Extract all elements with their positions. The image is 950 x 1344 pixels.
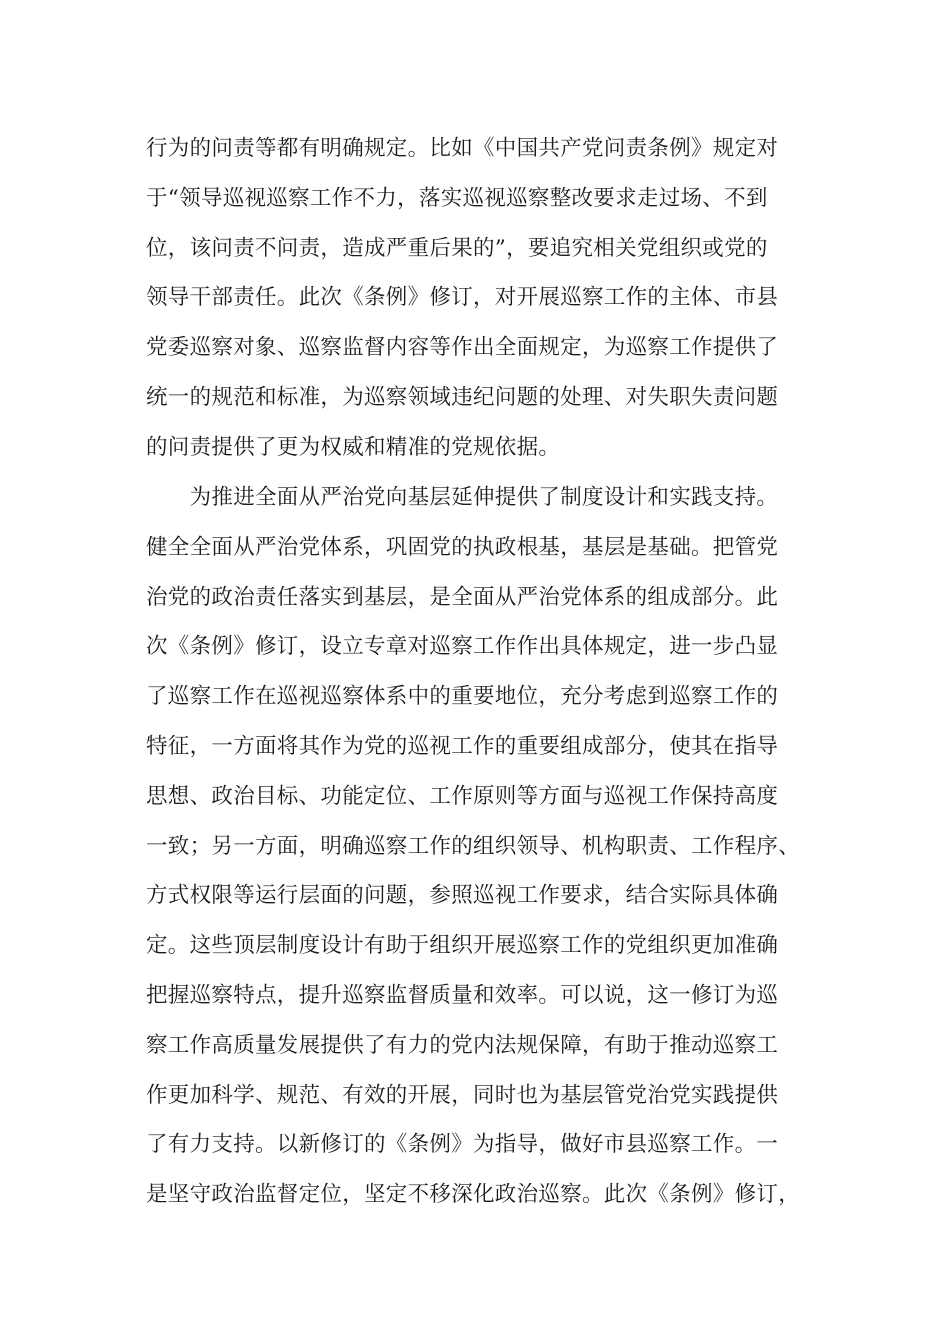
text-line: 思想、政治目标、功能定位、工作原则等方面与巡视工作保持高度 — [146, 783, 779, 809]
text-line: 是坚守政治监督定位，坚定不移深化政治巡察。此次《条例》修订， — [146, 1182, 801, 1208]
text-line: 统一的规范和标准，为巡察领域违纪问题的处理、对失职失责问题 — [146, 384, 779, 410]
paragraph-grassroots-extension — [146, 473, 816, 1220]
text-line: 作更加科学、规范、有效的开展，同时也为基层管党治党实践提供 — [146, 1082, 779, 1108]
text-line: 的问责提供了更为权威和精准的党规依据。 — [146, 434, 561, 460]
text-line: 把握巡察特点，提升巡察监督质量和效率。可以说，这一修订为巡 — [146, 982, 779, 1008]
paragraph-accountability-regulations — [146, 124, 816, 473]
text-line: 领导干部责任。此次《条例》修订，对开展巡察工作的主体、市县 — [146, 285, 779, 311]
text-line: 行为的问责等都有明确规定。比如《中国共产党问责条例》规定对 — [146, 136, 779, 161]
text-line: 定。这些顶层制度设计有助于组织开展巡察工作的党组织更加准确 — [146, 933, 779, 959]
text-line: 次《条例》修订，设立专章对巡察工作作出具体规定，进一步凸显 — [146, 634, 779, 660]
text-line: 特征，一方面将其作为党的巡视工作的重要组成部分，使其在指导 — [146, 733, 779, 759]
text-line: 健全全面从严治党体系，巩固党的执政根基，基层是基础。把管党 — [146, 534, 779, 560]
text-line: 党委巡察对象、巡察监督内容等作出全面规定，为巡察工作提供了 — [146, 335, 779, 361]
text-line: 为推进全面从严治党向基层延伸提供了制度设计和实践支持。 — [146, 485, 779, 510]
text-line: 察工作高质量发展提供了有力的党内法规保障，有助于推动巡察工 — [146, 1032, 779, 1058]
text-line: 位，该问责不问责，造成严重后果的”，要追究相关党组织或党的 — [146, 235, 768, 261]
text-line: 治党的政治责任落实到基层，是全面从严治党体系的组成部分。此 — [146, 584, 779, 610]
text-line: 了有力支持。以新修订的《条例》为指导，做好市县巡察工作。一 — [146, 1132, 779, 1158]
text-line: 方式权限等运行层面的问题，参照巡视工作要求，结合实际具体确 — [146, 883, 779, 909]
text-line: 一致；另一方面，明确巡察工作的组织领导、机构职责、工作程序、 — [146, 833, 801, 859]
text-line: 于“领导巡视巡察工作不力，落实巡视巡察整改要求走过场、不到 — [146, 185, 768, 211]
text-line: 了巡察工作在巡视巡察体系中的重要地位，充分考虑到巡察工作的 — [146, 684, 779, 710]
